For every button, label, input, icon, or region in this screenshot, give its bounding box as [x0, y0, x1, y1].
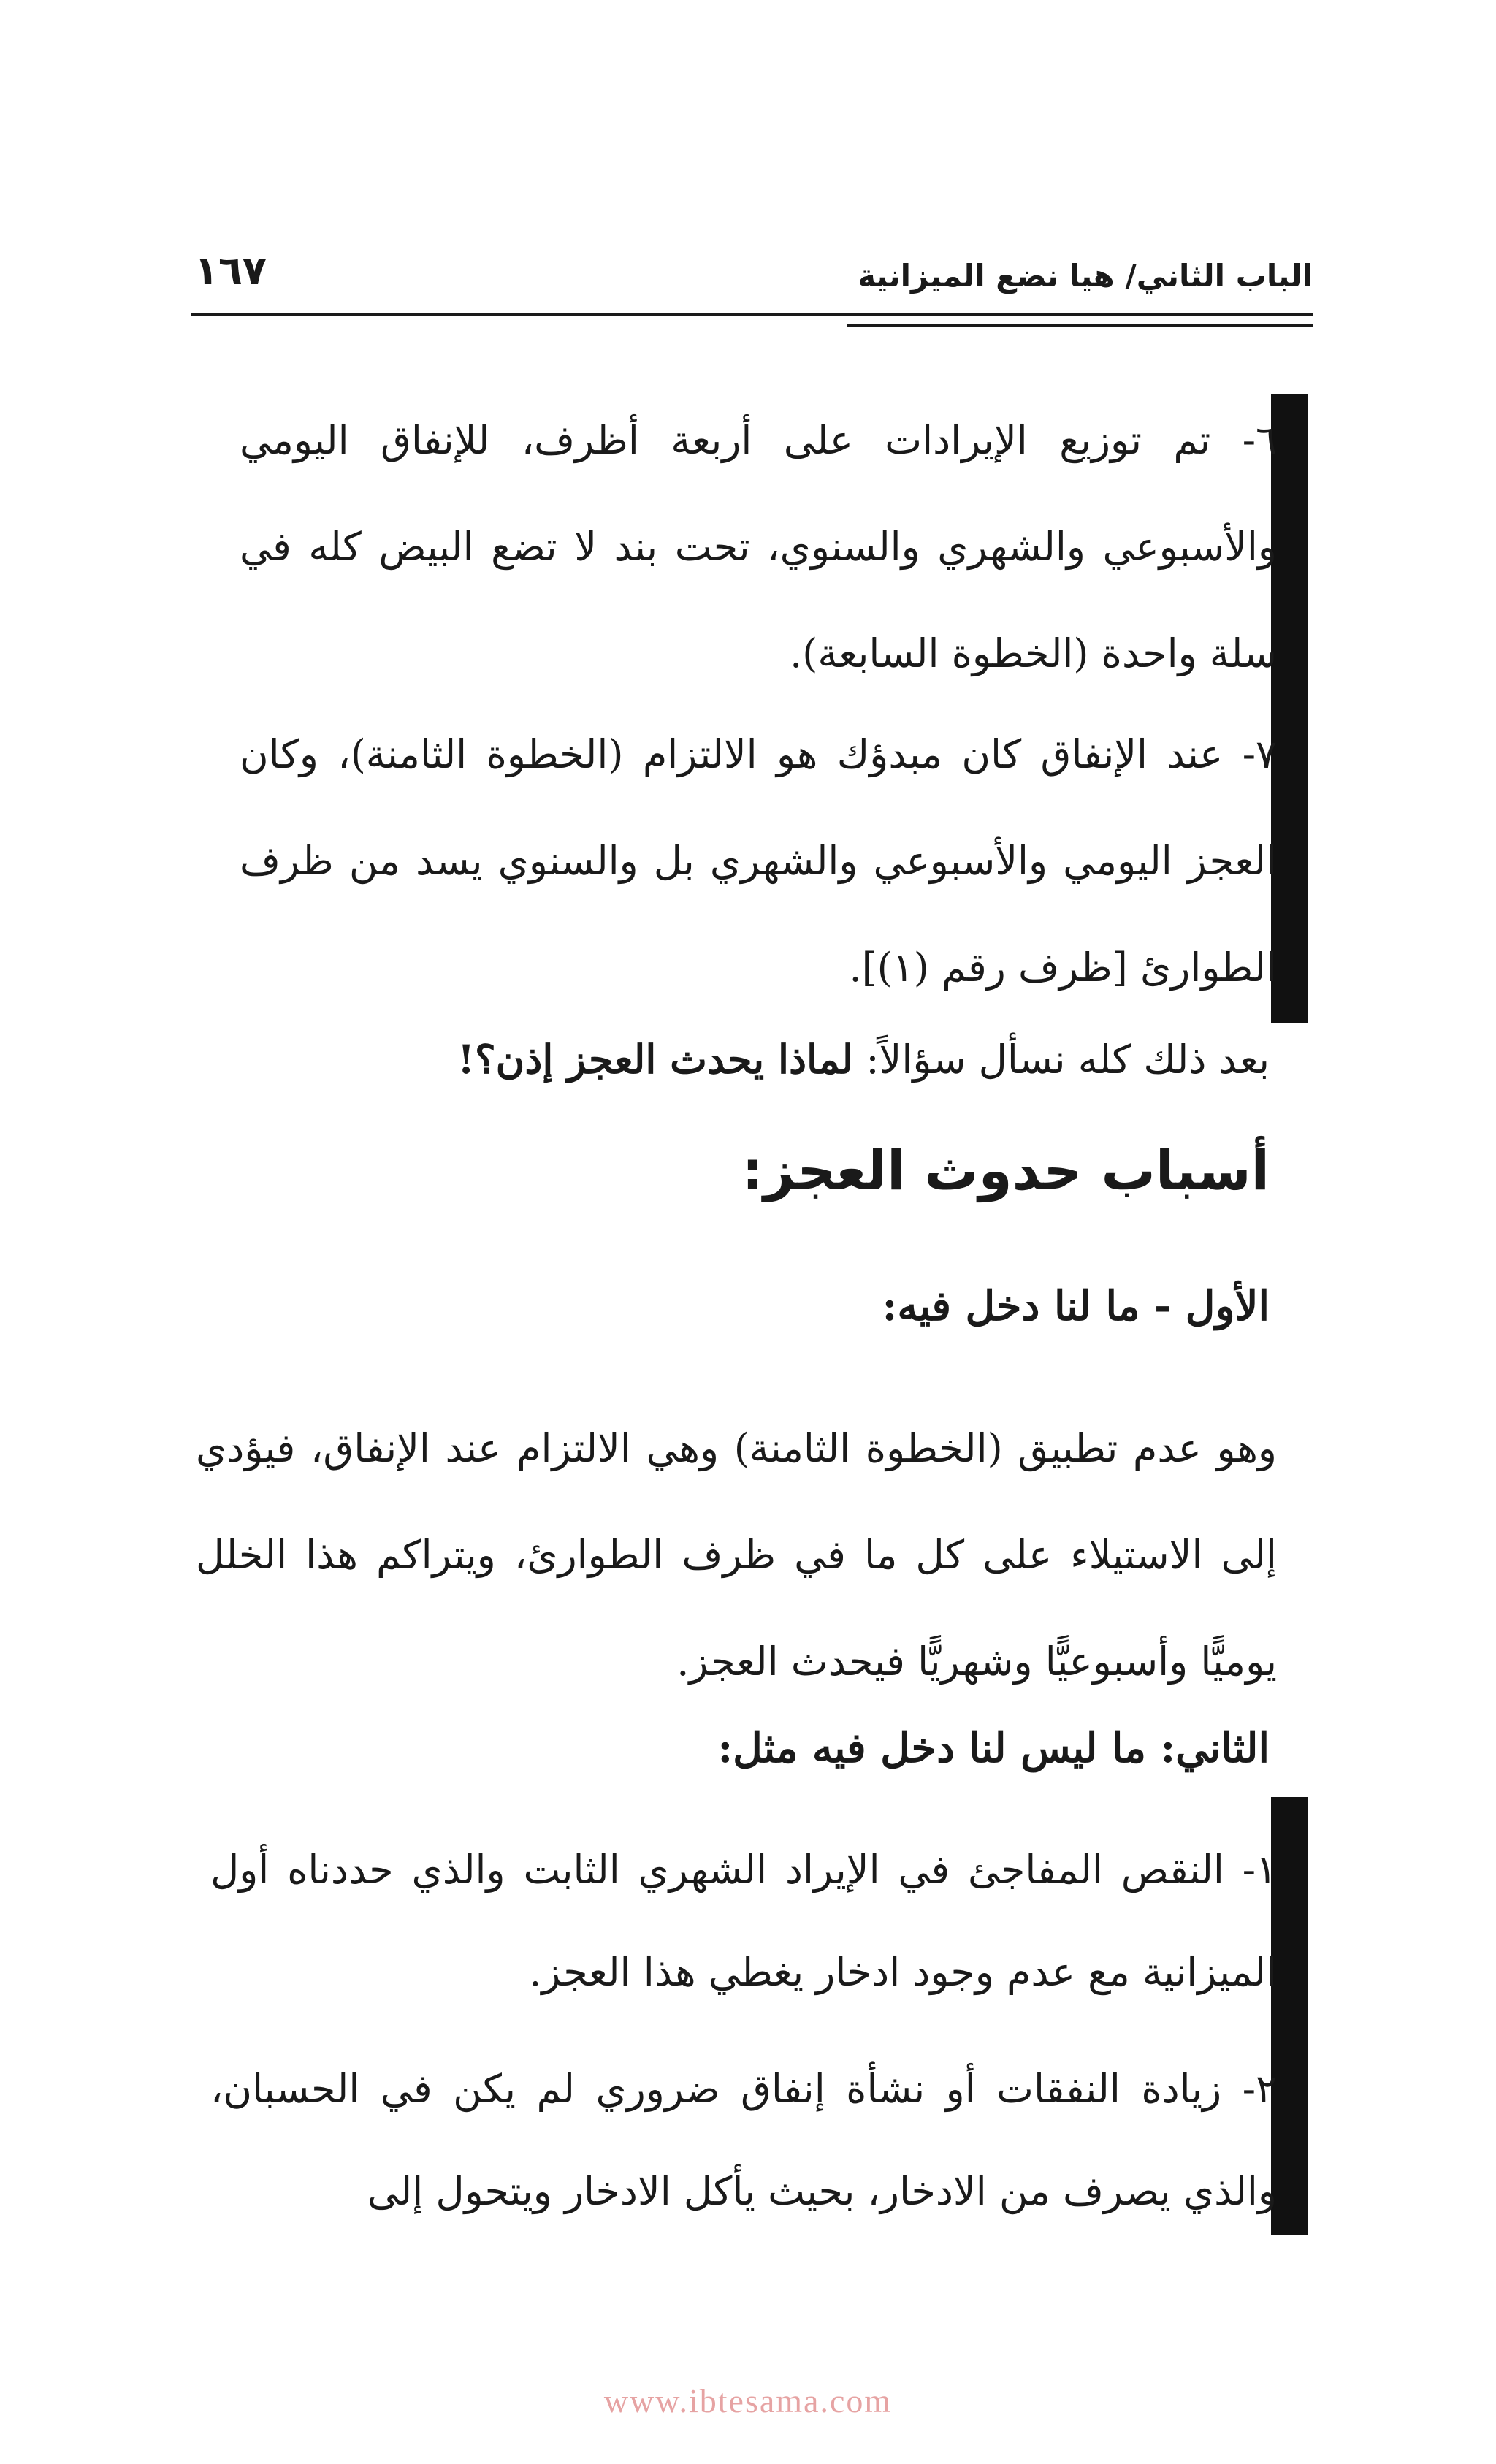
list-item-text: عند الإنفاق كان مبدؤك هو الالتزام (الخطوة الثامنة)، وكان العجز اليومي والأسبوعي والشهري بل والسنوي يسد من ظرف الطوارئ [ظرف رقم (١)].: [240, 731, 1277, 991]
question-bold: لماذا يحدث العجز إذن؟!: [457, 1036, 854, 1083]
list-item-number: ٧-: [1242, 731, 1277, 777]
header-rule: [191, 313, 1313, 316]
list-item-6: [240, 387, 1277, 707]
list-item-7: [240, 701, 1277, 1021]
page-number: ١٦٧: [194, 248, 267, 294]
list-item-number: ٦-: [1242, 417, 1277, 463]
list-item-number: ١-: [1242, 1847, 1278, 1893]
list-item-1: [210, 1819, 1277, 2024]
page-header: [191, 237, 1313, 303]
first-cause-paragraph: وهو عدم تطبيق (الخطوة الثامنة) وهي الالتزام عند الإنفاق، فيؤدي إلى الاستيلاء على كل ما في ظرف الطوارئ، ويتراكم هذا الخلل يوميًّا وأسبوعيًّا وشهريًّا فيحدث العجز.: [196, 1425, 1277, 1685]
question-lead: بعد ذلك كله نسأل سؤالاً:: [853, 1037, 1270, 1083]
section-heading: أسباب حدوث العجز:: [741, 1140, 1270, 1202]
title-underline: [847, 324, 1313, 327]
running-title: الباب الثاني/ هيا نضع الميزانية: [858, 258, 1313, 294]
list-item-text: النقص المفاجئ في الإيراد الشهري الثابت والذي حددناه أول الميزانية مع عدم وجود ادخار يغطي هذا العجز.: [210, 1847, 1277, 1995]
list-item-text: زيادة النفقات أو نشأة إنفاق ضروري لم يكن في الحسبان، والذي يصرف من الادخار، بحيث يأكل الادخار ويتحول إلى: [210, 2066, 1277, 2214]
question-line: [188, 1023, 1270, 1096]
first-cause-heading: الأول - ما لنا دخل فيه:: [882, 1282, 1270, 1330]
watermark: www.ibtesama.com: [603, 2382, 893, 2419]
list-item-number: ٢-: [1242, 2066, 1278, 2112]
second-cause-heading: الثاني: ما ليس لنا دخل فيه مثل:: [717, 1724, 1270, 1772]
list-item-2: [210, 2038, 1277, 2243]
list-item-text: تم توزيع الإيرادات على أربعة أظرف، للإنفاق اليومي والأسبوعي والشهري والسنوي، تحت بند لا تضع البيض كله في سلة واحدة (الخطوة السابعة).: [240, 417, 1277, 676]
